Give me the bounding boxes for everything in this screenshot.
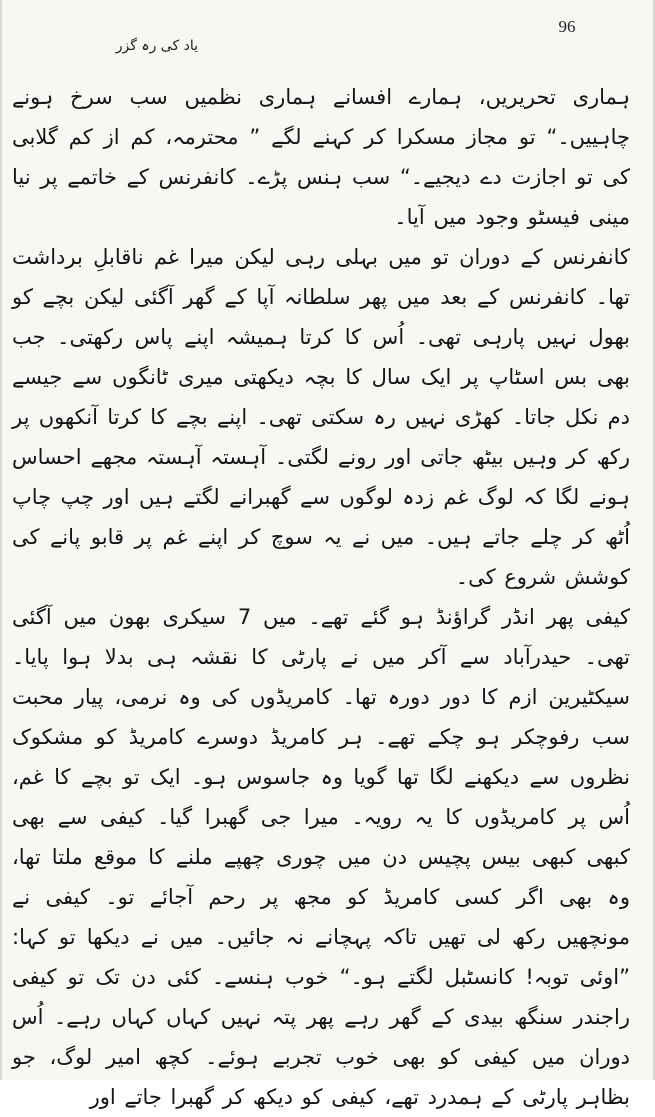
paragraph-1: ہماری تحریریں، ہمارے افسانے ہماری نظمیں سب سرخ ہونے چاہییں۔“ تو مجاز مسکرا کر کہنے لگے ” محترمہ، کم از کم گلابی کی تو اجازت دے دیجیے۔“ سب ہنس پڑے۔ کانفرنس کے خاتمے پر نیا مینی فیسٹو وجود میں آیا۔ [12,85,630,229]
paragraph-3: کیفی پھر انڈر گراؤنڈ ہو گئے تھے۔ میں 7 سیکری بھون میں آگئی تھی۔ حیدرآباد سے آکر میں نے پارٹی کا نقشہ ہی بدلا ہوا پایا۔ سیکٹیرین ازم کا دور دورہ تھا۔ کامریڈوں کی وہ نرمی، پیار محبت سب رفوچکر ہو چکے تھے۔ ہر کامریڈ دوسرے کامریڈ کو مشکوک نظروں سے دیکھنے لگا تھا گویا وہ جاسوس ہو۔ ایک تو بچے کا غم، اُس پر کامریڈوں کا یہ رویہ۔ میرا جی گھبرا گیا۔ کیفی سے بھی کبھی کبھی بیس پچیس دن میں چوری چھپے ملنے کا موقع ملتا تھا، وہ بھی اگر کسی کامریڈ کو مجھ پر رحم آجائے تو۔ کیفی نے مونچھیں رکھ لی تھیں تاکہ پہچانے نہ جائیں۔ میں نے دیکھا تو کہا: ”اوئی توبہ! کانسٹبل لگتے ہو۔“ خوب ہنسے۔ کئی دن تک تو کیفی راجندر سنگھ بیدی کے گھر رہے پھر پتہ نہیں کہاں کہاں رہے۔ اُس دوران میں کیفی کو بھی خوب تجربے ہوئے۔ کچھ امیر لوگ، جو بظاہر پارٹی کے ہمدرد تھے، کیفی کو دیکھ کر گھبرا جاتے اور [12,605,630,1109]
paragraph-2: کانفرنس کے دوران تو میں بہلی رہی لیکن میرا غم ناقابلِ برداشت تھا۔ کانفرنس کے بعد میں پھر سلطانہ آپا کے گھر آگئی لیکن بچے کو بھول نہیں پارہی تھی۔ اُس کا کرتا ہمیشہ اپنے پاس رکھتی۔ جب بھی بس اسٹاپ پر ایک سال کا بچہ دیکھتی میری ٹانگوں سے جیسے دم نکل جاتا۔ کھڑی نہیں رہ سکتی تھی۔ اپنے بچے کا کرتا آنکھوں پر رکھ کر وہیں بیٹھ جاتی اور رونے لگتی۔ آہستہ آہستہ مجھے احساس ہونے لگا کہ لوگ غم زدہ لوگوں سے گھبرانے لگتے ہیں اور چپ چاپ اُٹھ کر چلے جاتے ہیں۔ میں نے یہ سوچ کر اپنے غم پر قابو پانے کی کوشش شروع کی۔ [12,245,630,589]
body-text [12,77,630,1109]
page-number: 96 [558,17,576,36]
running-header: یاد کی رہ گزر [115,38,198,54]
